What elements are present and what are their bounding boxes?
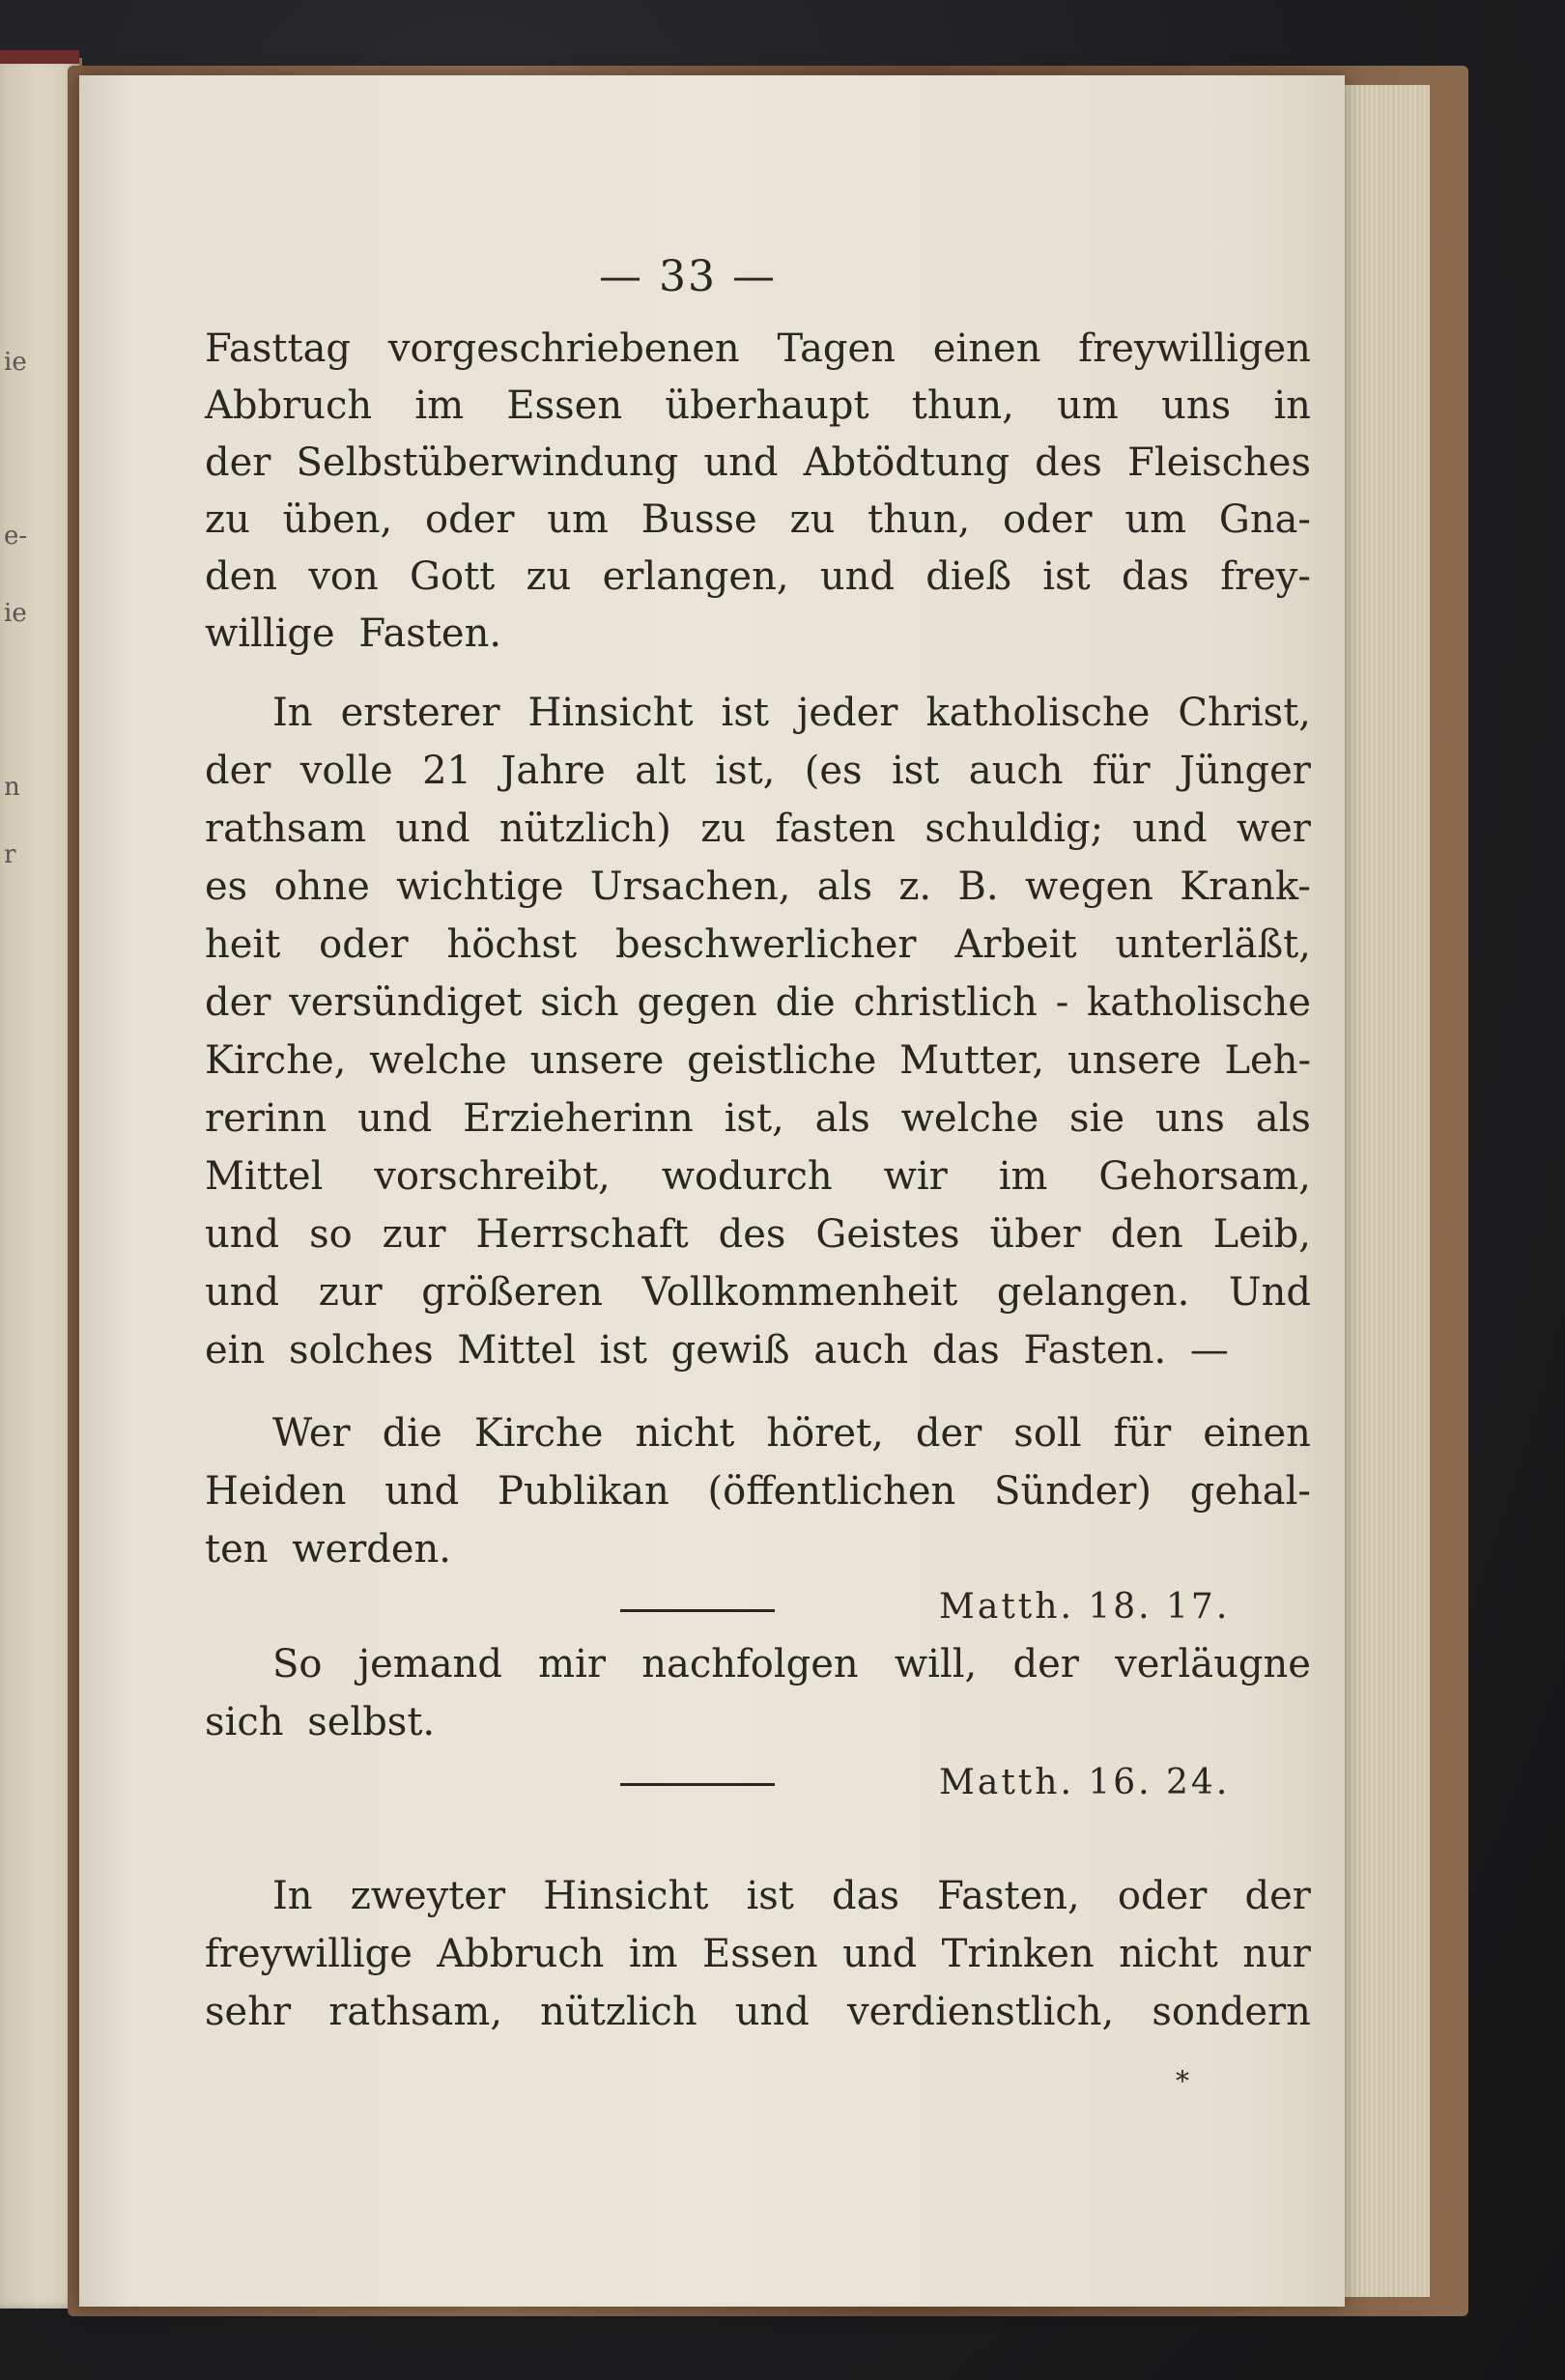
text-line: rathsam und nützlich) zu fasten schuldig; und wer — [205, 807, 1311, 851]
text-line: Fasttag vorgeschriebenen Tagen einen freywilligen — [205, 326, 1311, 371]
text-line: der Selbstüberwindung und Abtödtung des Fleisches — [205, 440, 1311, 485]
quote-line: Wer die Kirche nicht höret, der soll für einen — [272, 1411, 1311, 1456]
text-line: In zweyter Hinsicht ist das Fasten, oder der — [272, 1874, 1311, 1918]
text-line: es ohne wichtige Ursachen, als z. B. wegen Krank- — [205, 864, 1311, 909]
text-line: rerinn und Erzieherinn ist, als welche sie uns als — [205, 1096, 1311, 1141]
quote-line: ten werden. — [205, 1527, 452, 1572]
text-line: zu üben, oder um Busse zu thun, oder um Gna- — [205, 497, 1311, 542]
left-page-fragment: r — [4, 840, 16, 869]
text-line: In ersterer Hinsicht ist jeder katholische Christ, — [272, 691, 1311, 735]
quote-line: sich selbst. — [205, 1700, 436, 1744]
text-line: und zur größeren Vollkommenheit gelangen. Und — [205, 1270, 1311, 1315]
left-page-fragment: e- — [4, 522, 28, 551]
text-line: ein solches Mittel ist gewiß auch das Fasten. — — [205, 1328, 1229, 1373]
text-line: Kirche, welche unsere geistliche Mutter, unsere Leh- — [205, 1038, 1311, 1083]
separator-rule — [620, 1783, 775, 1786]
text-line: Mittel vorschreibt, wodurch wir im Gehorsam, — [205, 1154, 1311, 1199]
text-line: willige Fasten. — [205, 611, 502, 656]
page-number: — 33 — — [599, 252, 777, 301]
bible-reference: Matth. 18. 17. — [939, 1587, 1231, 1627]
book-page — [79, 75, 1345, 2307]
left-cover-strip — [0, 50, 79, 64]
signature-mark: * — [1176, 2065, 1189, 2097]
text-line: Abbruch im Essen überhaupt thun, um uns in — [205, 383, 1311, 428]
page-block-edges — [1333, 85, 1430, 2297]
text-line: sehr rathsam, nützlich und verdienstlich, sondern — [205, 1990, 1311, 2034]
text-line: heit oder höchst beschwerlicher Arbeit unterläßt, — [205, 922, 1311, 967]
text-line: den von Gott zu erlangen, und dieß ist das frey- — [205, 554, 1311, 599]
text-line: der volle 21 Jahre alt ist, (es ist auch für Jünger — [205, 749, 1311, 793]
left-page-fragment: n — [4, 773, 20, 802]
separator-rule — [620, 1609, 775, 1612]
left-page-fragment: ie — [4, 599, 27, 628]
text-line: und so zur Herrschaft des Geistes über den Leib, — [205, 1212, 1311, 1257]
quote-line: So jemand mir nachfolgen will, der verläugne — [272, 1642, 1311, 1686]
quote-line: Heiden und Publikan (öffentlichen Sünder) gehal- — [205, 1469, 1311, 1514]
bible-reference: Matth. 16. 24. — [939, 1763, 1231, 1802]
text-line: freywillige Abbruch im Essen und Trinken nicht nur — [205, 1932, 1311, 1976]
text-line: der versündiget sich gegen die christlich - katholische — [205, 980, 1311, 1025]
left-page-fragment: ie — [4, 348, 27, 377]
